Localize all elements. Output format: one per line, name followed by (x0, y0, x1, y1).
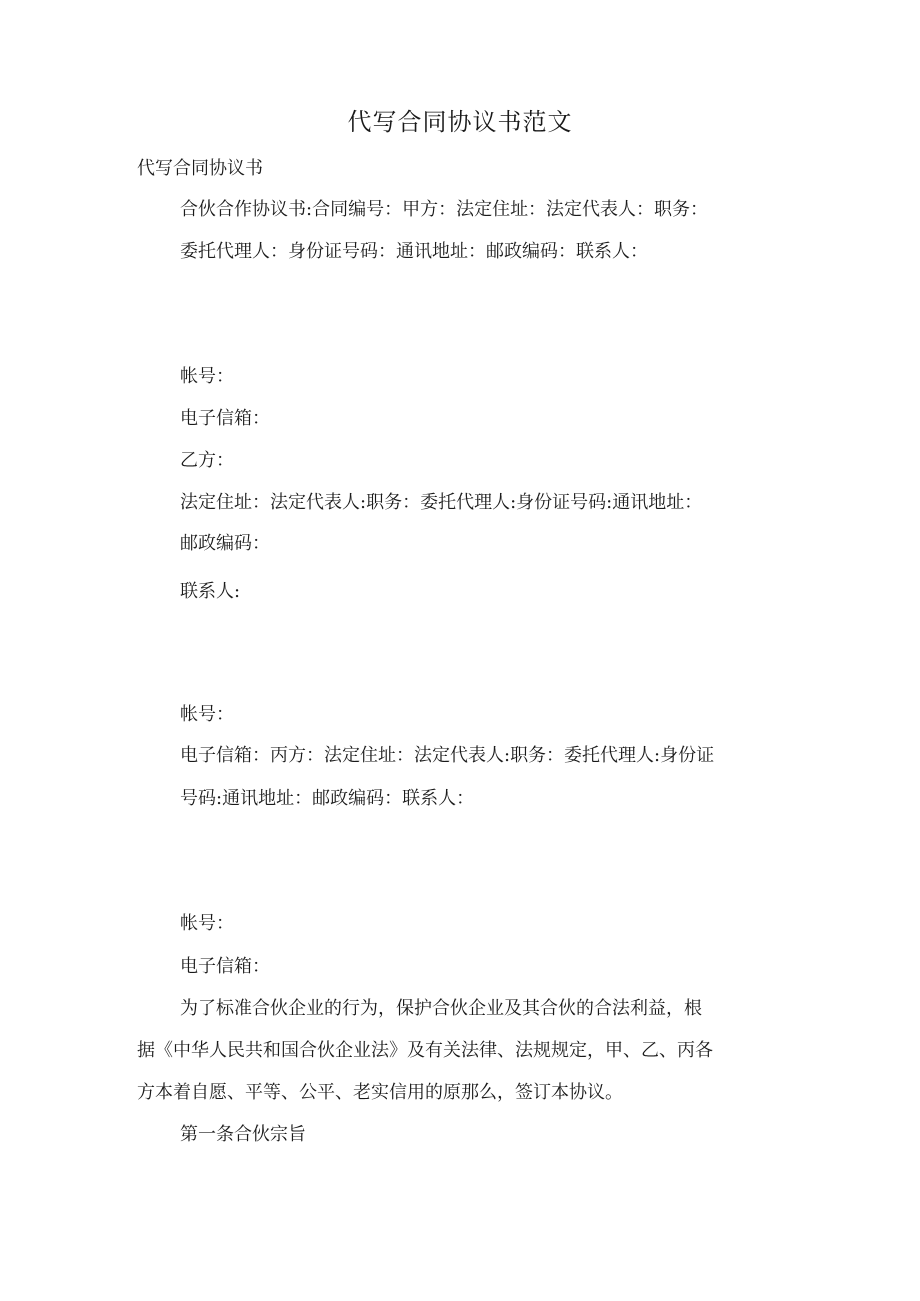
doc-subtitle: 代写合同协议书 (137, 158, 263, 179)
preamble-line-1: 为了标准合伙企业的行为，保护合伙企业及其合伙的合法利益，根 (180, 998, 702, 1019)
party-a-account: 帐号： (180, 366, 234, 387)
party-c-fields-line-1: 电子信箱：丙方：法定住址：法定代表人:职务：委托代理人:身份证 (180, 745, 715, 766)
party-c-fields-line-2: 号码:通讯地址：邮政编码：联系人： (180, 788, 475, 809)
party-b-postcode: 邮政编码： (180, 533, 270, 554)
article-1-heading: 第一条合伙宗旨 (180, 1124, 306, 1145)
party-a-fields-line-2: 委托代理人：身份证号码：通讯地址：邮政编码：联系人： (180, 241, 648, 262)
party-b-account: 帐号： (180, 704, 234, 725)
party-b-contact: 联系人: (180, 581, 241, 602)
party-b-label: 乙方： (180, 450, 234, 471)
document-title: 代写合同协议书范文 (347, 108, 573, 136)
party-a-fields-line-1: 合伙合作协议书:合同编号：甲方：法定住址：法定代表人：职务： (180, 199, 709, 220)
party-a-email: 电子信箱： (180, 408, 270, 429)
party-c-email: 电子信箱： (180, 956, 270, 977)
party-c-account: 帐号： (180, 913, 234, 934)
preamble-line-3: 方本着自愿、平等、公平、老实信用的原那么，签订本协议。 (137, 1082, 623, 1103)
party-b-fields-line-1: 法定住址：法定代表人:职务：委托代理人:身份证号码:通讯地址： (180, 492, 703, 513)
preamble-line-2: 据《中华人民共和国合伙企业法》及有关法律、法规规定，甲、乙、丙各 (137, 1040, 713, 1061)
